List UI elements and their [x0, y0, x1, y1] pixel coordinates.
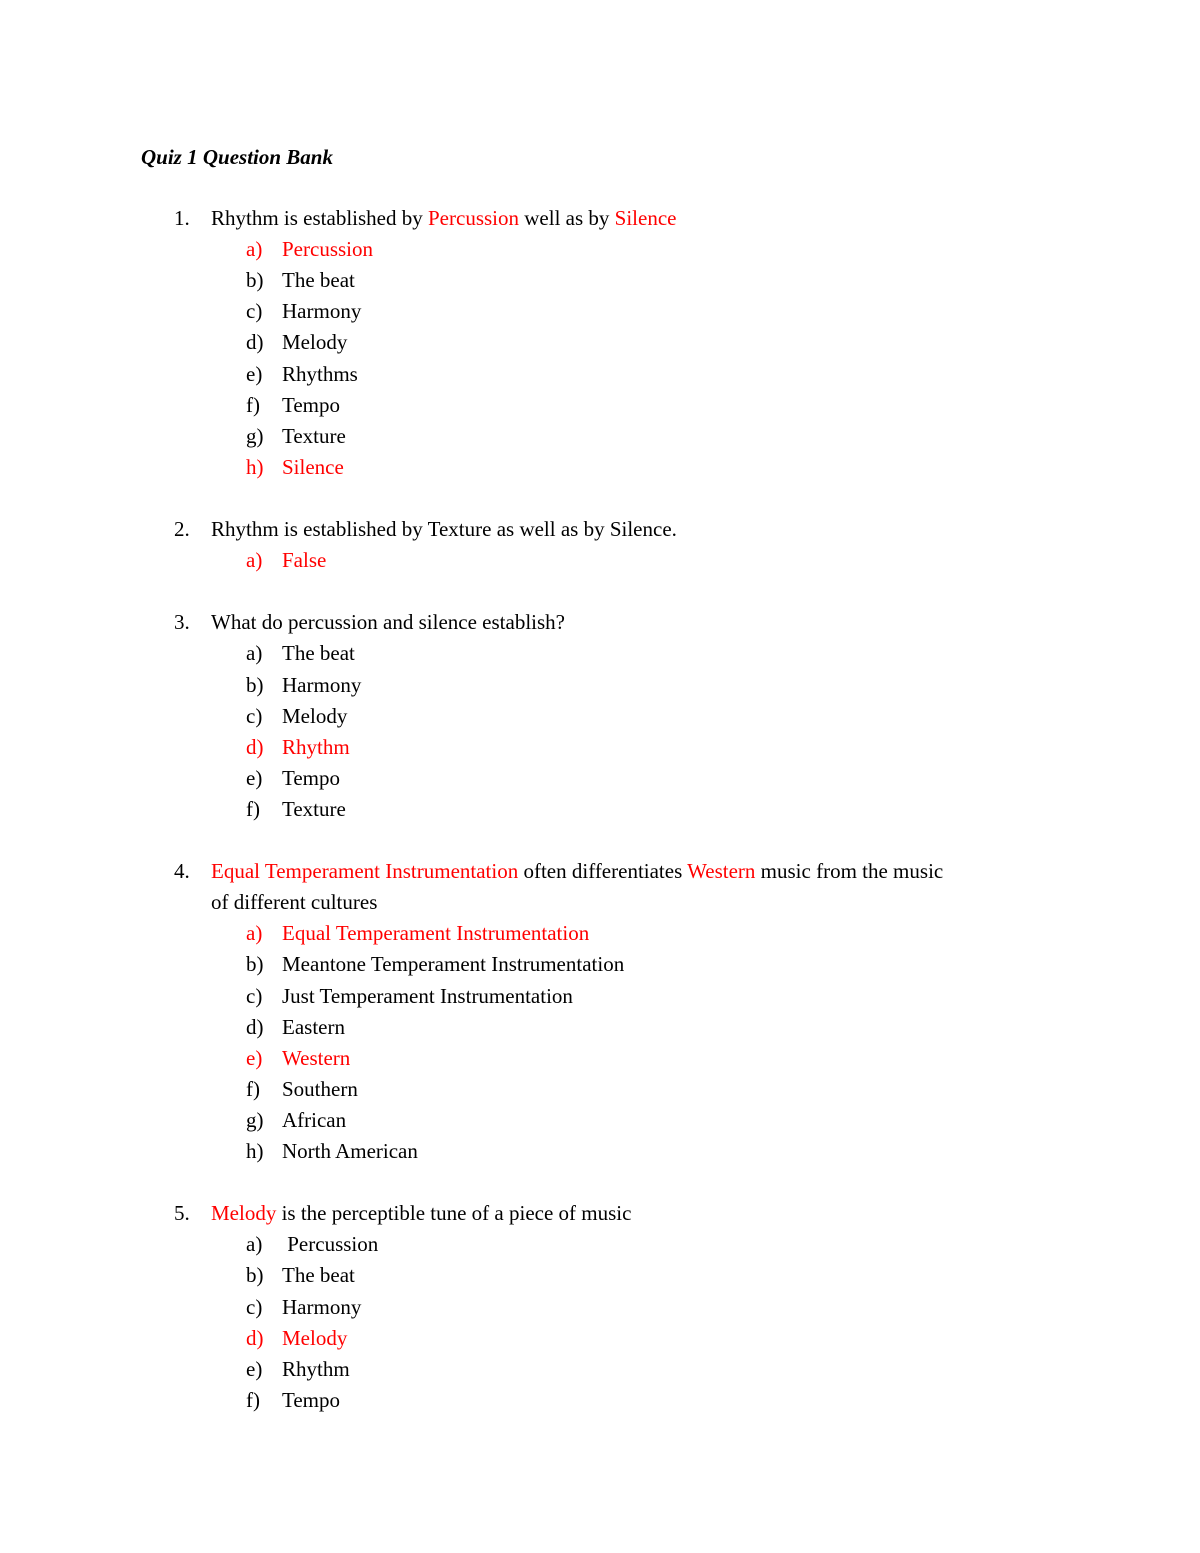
- option-text: Rhythm: [282, 734, 350, 759]
- option-text: Percussion: [282, 1232, 379, 1257]
- question-text: [211, 514, 677, 544]
- question-text-segment: What do percussion and silence establish?: [211, 610, 565, 635]
- option-text: The beat: [282, 268, 355, 293]
- question-text-segment: of different cultures: [211, 890, 378, 915]
- option-label: a): [246, 921, 263, 946]
- option-label: d): [246, 1325, 264, 1350]
- option-label: c): [246, 703, 263, 728]
- option-text: African: [282, 1107, 347, 1132]
- option-text: Harmony: [282, 299, 362, 324]
- option-text: Equal Temperament Instrumentation: [282, 921, 590, 946]
- option-label: f): [246, 1076, 260, 1101]
- option-label: a): [246, 1232, 263, 1257]
- option-text: Percussion: [282, 237, 373, 262]
- question-text: [211, 887, 377, 917]
- option-label: a): [246, 641, 263, 666]
- option-label: e): [246, 1356, 263, 1381]
- option-text: Melody: [282, 703, 348, 728]
- option-label: c): [246, 1294, 263, 1319]
- option-label: a): [246, 548, 263, 573]
- answer-highlight: Melody: [211, 1201, 277, 1226]
- option-text: Meantone Temperament Instrumentation: [282, 952, 625, 977]
- option-label: d): [246, 330, 264, 355]
- option-text: Harmony: [282, 672, 362, 697]
- option-text: Rhythm: [282, 1356, 350, 1381]
- option-text: Tempo: [282, 765, 341, 790]
- question-text-segment: is the perceptible tune of a piece of music: [276, 1201, 632, 1226]
- answer-highlight: Silence: [614, 206, 677, 230]
- option-label: h): [246, 1139, 264, 1163]
- option-label: e): [246, 361, 263, 386]
- option-label: b): [246, 268, 264, 293]
- option-text: Rhythms: [282, 361, 358, 386]
- question-text: [211, 607, 565, 637]
- option-label: h): [246, 454, 264, 479]
- option-text: Southern: [282, 1076, 358, 1101]
- question-number: 4.: [174, 859, 190, 884]
- option-label: f): [246, 1387, 260, 1412]
- option-label: f): [246, 392, 260, 417]
- option-text: Texture: [282, 423, 346, 448]
- question-number: 1.: [174, 206, 190, 230]
- question-text-segment: often differentiates: [518, 859, 688, 884]
- option-text: The beat: [282, 641, 355, 666]
- option-text: Harmony: [282, 1294, 362, 1319]
- question-text: [211, 1198, 631, 1228]
- option-label: b): [246, 672, 264, 697]
- option-text: Tempo: [282, 1387, 341, 1412]
- question-text-segment: well as by: [519, 206, 615, 230]
- option-label: b): [246, 952, 264, 977]
- option-label: e): [246, 1045, 263, 1070]
- answer-highlight: Percussion: [428, 206, 519, 230]
- option-text: Melody: [282, 1325, 348, 1350]
- option-text: Silence: [282, 454, 344, 479]
- option-text: North American: [282, 1139, 418, 1163]
- option-label: b): [246, 1263, 264, 1288]
- option-label: e): [246, 765, 263, 790]
- option-label: g): [246, 423, 264, 448]
- option-text: Just Temperament Instrumentation: [282, 983, 573, 1008]
- question-number: 5.: [174, 1201, 190, 1226]
- option-label: d): [246, 1014, 264, 1039]
- option-text: Eastern: [282, 1014, 345, 1039]
- option-text: The beat: [282, 1263, 355, 1288]
- option-text: Melody: [282, 330, 348, 355]
- page-title: Quiz 1 Question Bank: [141, 145, 333, 169]
- question-number: 3.: [174, 610, 190, 635]
- question-text-segment: music from the music: [755, 859, 944, 884]
- option-label: g): [246, 1107, 264, 1132]
- question-text: [211, 856, 943, 886]
- answer-highlight: Equal Temperament Instrumentation: [211, 859, 519, 884]
- option-text: False: [282, 548, 327, 573]
- option-text: Texture: [282, 796, 346, 821]
- answer-highlight: Western: [687, 859, 756, 884]
- option-label: d): [246, 734, 264, 759]
- question-text: [211, 203, 676, 233]
- option-label: c): [246, 983, 263, 1008]
- option-label: c): [246, 299, 263, 324]
- option-text: Tempo: [282, 392, 341, 417]
- question-number: 2.: [174, 517, 190, 541]
- option-label: f): [246, 796, 260, 821]
- question-text-segment: Rhythm is established by: [211, 206, 428, 230]
- option-text: Western: [282, 1045, 351, 1070]
- question-text-segment: Rhythm is established by Texture as well as by Silence.: [211, 517, 677, 541]
- option-label: a): [246, 237, 263, 262]
